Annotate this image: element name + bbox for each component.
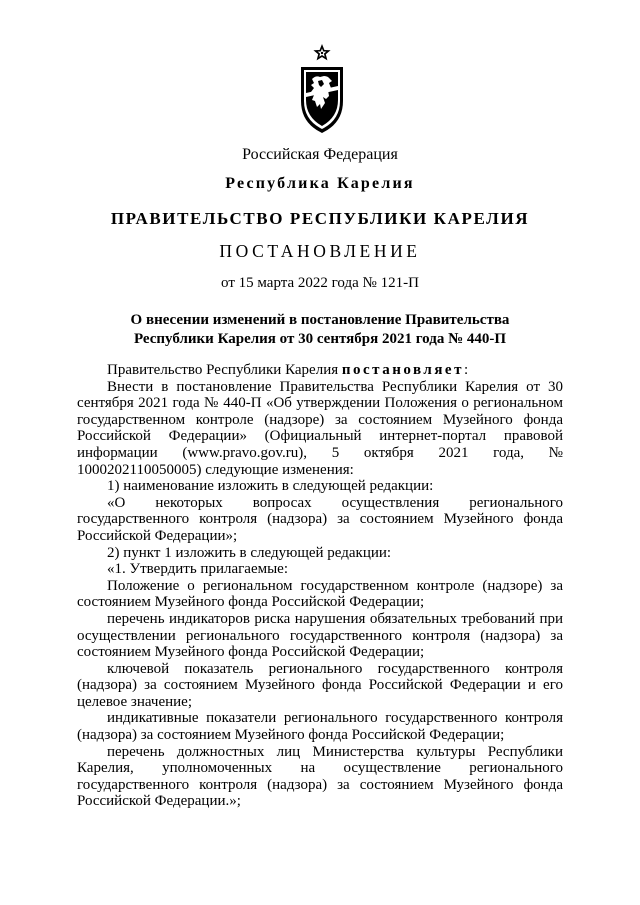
document-subject <box>0 311 640 349</box>
paragraph-4: 2) пункт 1 изложить в следующей редакции: <box>107 544 392 561</box>
document-date-number: от 15 марта 2022 года № 121-П <box>221 275 419 291</box>
government-title: ПРАВИТЕЛЬСТВО РЕСПУБЛИКИ КАРЕЛИЯ <box>110 209 530 228</box>
document-type: ПОСТАНОВЛЕНИЕ <box>219 241 421 261</box>
paragraph-8: ключевой показатель регионального государственного контроля (надзора) за состоянием Музейного фонда Российской Федерации и его целевое значение; <box>77 660 563 710</box>
paragraph-5: «1. Утвердить прилагаемые: <box>107 561 288 578</box>
republic-name: Республика Карелия <box>225 175 415 192</box>
subject-line-1: О внесении изменений в постановление Правительства <box>130 312 510 328</box>
subject-line-2: Республики Карелия от 30 сентября 2021 года № 440-П <box>133 331 507 347</box>
paragraph-2: 1) наименование изложить в следующей редакции: <box>107 478 434 495</box>
intro-paragraph <box>77 362 563 379</box>
paragraph-6: Положение о региональном государственном контроле (надзоре) за состоянием Музейного фонда Российской Федерации; <box>77 577 563 611</box>
intro-verb: постановляет <box>341 362 464 378</box>
document-body <box>77 362 563 810</box>
paragraph-10: перечень должностных лиц Министерства культуры Республики Карелия, уполномоченных на осуществление регионального государственного контроля (надзора) за состоянием Музейного фонда Российской Федерации.»; <box>77 743 563 810</box>
paragraph-7: перечень индикаторов риска нарушения обязательных требований при осуществлении регионального государственного контроля (надзора) за состоянием Музейного фонда Российской Федерации; <box>77 610 563 661</box>
intro-suffix: : <box>463 362 469 378</box>
intro-prefix: Правительство Республики Карелия <box>107 362 342 378</box>
paragraph-9: индикативные показатели регионального государственного контроля (надзора) за состоянием Музейного фонда Российской Федерации; <box>77 710 563 744</box>
paragraph-3: «О некоторых вопросах осуществления регионального государственного контроля (надзора) за состоянием Музейного фонда Российской Федерации»; <box>77 494 563 544</box>
paragraph-1: Внести в постановление Правительства Республики Карелия от 30 сентября 2021 года № 440-П «Об утверждении Положения о региональном государственном контроле (надзоре) за состоянием Музейного фонда Российской Федерации» (Официальный интернет-портал правовой информации (www.pravo.gov.ru), 5 октября 2021 года, № 1000202110050005) следующие изменения: <box>77 378 563 478</box>
karelia-coat-of-arms-icon <box>298 43 346 135</box>
country-name: Российская Федерация <box>242 146 398 163</box>
